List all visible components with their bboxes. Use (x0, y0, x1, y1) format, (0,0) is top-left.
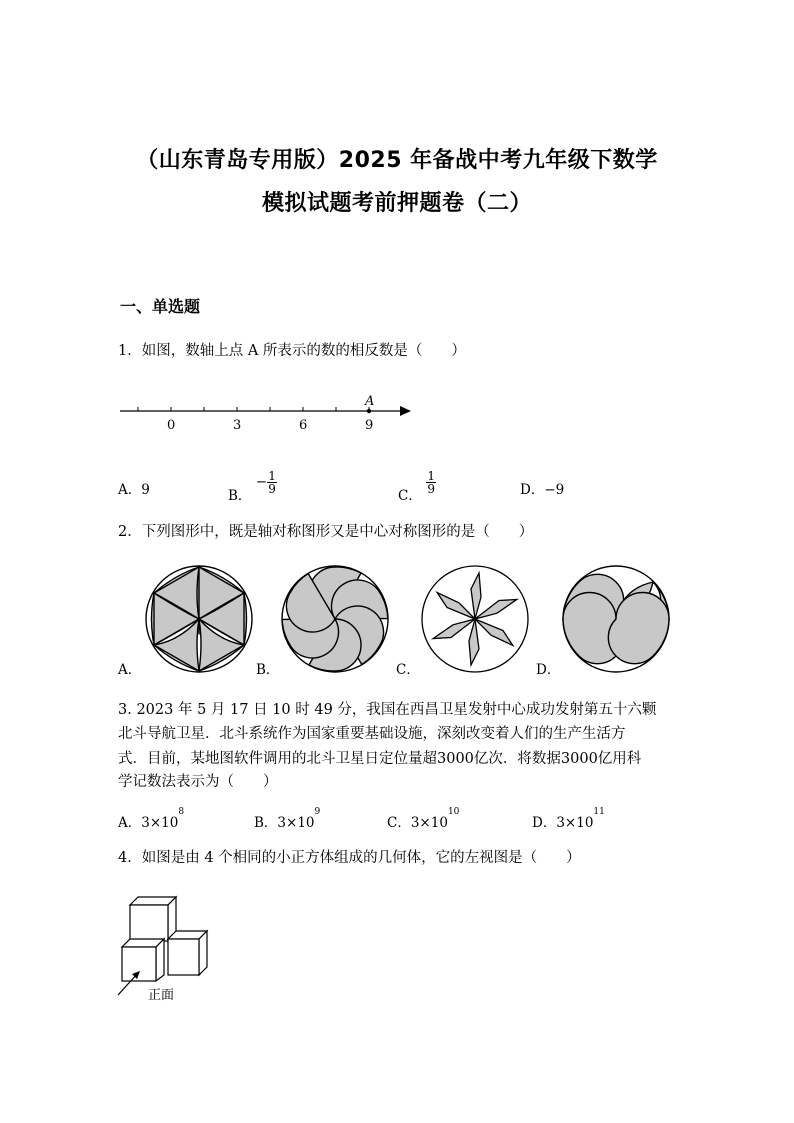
q2-stem: 2．下列图形中，既是轴对称图形又是中心对称图形的是（ ） (118, 524, 534, 540)
q2-figure-a[interactable] (143, 563, 255, 675)
q4-stem: 4．如图是由 4 个相同的小正方体组成的几何体，它的左视图是（ ） (118, 850, 581, 866)
fraction (267, 470, 277, 495)
q2-label-d: D． (536, 662, 561, 678)
option-letter: C． (387, 815, 411, 831)
numerator: 1 (427, 469, 435, 483)
q3-line4: 学记数法表示为（ ） (118, 774, 278, 790)
tick-label-0: 0 (167, 418, 176, 433)
q1-option-c[interactable] (398, 469, 436, 504)
option-base: 3×10 (556, 815, 594, 831)
q2-label-a: A． (118, 662, 142, 678)
numerator: 1 (268, 469, 276, 483)
option-base: 3×10 (141, 815, 179, 831)
option-exponent: 10 (447, 807, 460, 817)
option-letter: D． (520, 482, 545, 498)
option-exponent: 9 (314, 807, 321, 817)
option-letter: C． (398, 488, 422, 504)
option-value: −9 (544, 482, 565, 498)
tick-label-6: 6 (299, 418, 308, 433)
q3-line3: 式．目前，某地图软件调用的北斗卫星日定位量超3000亿次．将数据3000亿用科 (118, 751, 642, 767)
q2-figure-c[interactable] (419, 563, 531, 675)
front-label: 正面 (148, 988, 175, 1003)
q1-stem: 1．如图，数轴上点 A 所表示的数的相反数是（ ） (118, 343, 466, 359)
denominator: 9 (427, 482, 435, 496)
q1-number-line (115, 385, 415, 435)
option-base: 3×10 (410, 815, 448, 831)
option-exponent: 11 (593, 807, 605, 817)
q3-line2: 北斗导航卫星．北斗系统作为国家重要基础设施，深刻改变着人们的生产生活方 (118, 726, 626, 742)
q2-figure-b[interactable] (279, 563, 391, 675)
option-exponent: 8 (178, 807, 185, 817)
q2-label-b: B． (256, 662, 280, 678)
option-value: 9 (141, 482, 150, 498)
option-letter: B． (254, 815, 278, 831)
option-letter: A． (118, 815, 142, 831)
q1-option-a[interactable] (118, 478, 150, 498)
page-title-line1: （山东青岛专用版）2025 年备战中考九年级下数学 (136, 148, 658, 173)
q3-option-d[interactable] (532, 807, 605, 831)
option-base: 3×10 (277, 815, 315, 831)
denominator: 9 (268, 482, 276, 496)
q3-option-b[interactable] (254, 807, 321, 831)
page-title-line2: 模拟试题考前押题卷（二） (261, 191, 532, 216)
q2-figure-d[interactable] (560, 563, 672, 675)
q3-option-a[interactable] (118, 807, 185, 831)
section-heading: 一、单选题 (120, 297, 201, 316)
q1-option-d[interactable] (520, 478, 564, 498)
q3-option-c[interactable] (387, 807, 460, 831)
q4-cube-figure (112, 893, 212, 1005)
option-letter: D． (532, 815, 557, 831)
q2-label-c: C． (396, 662, 420, 678)
q1-option-b[interactable] (228, 469, 277, 504)
option-letter: B． (228, 488, 252, 504)
option-sign: − (255, 474, 268, 490)
q3-line1: 3. 2023 年 5 月 17 日 10 时 49 分，我国在西昌卫星发射中心成功发射第五十六颗 (118, 702, 657, 718)
point-a-dot (367, 409, 371, 413)
tick-label-3: 3 (233, 418, 242, 433)
tick-label-9: 9 (365, 418, 374, 433)
fraction (426, 470, 436, 495)
option-letter: A． (118, 482, 142, 498)
point-a-label: A (365, 394, 375, 409)
